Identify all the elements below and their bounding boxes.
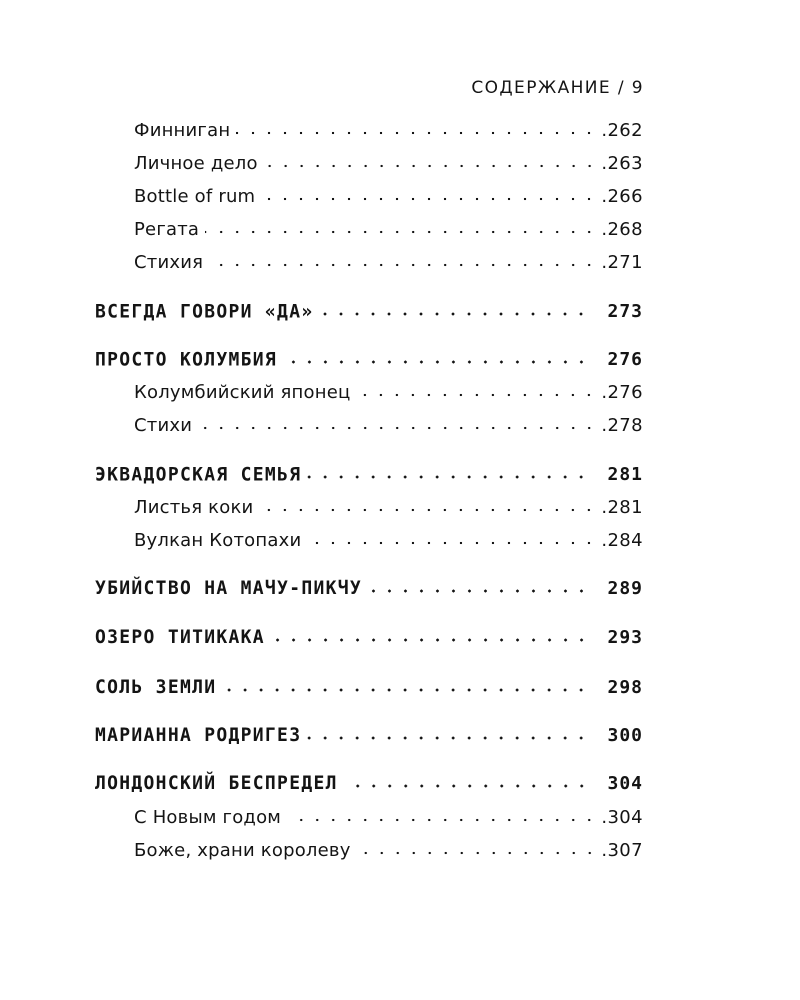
- toc-entry-title: Стихи: [134, 415, 193, 436]
- toc-entry-page: . 263: [601, 151, 643, 177]
- toc-entry-page: 293: [607, 627, 643, 648]
- dot-leader: [283, 360, 589, 364]
- toc-entry-title: Личное дело: [134, 153, 258, 174]
- toc-entry-title: ВСЕГДА ГОВОРИ «ДА»: [95, 300, 314, 323]
- toc-entry-title: ПРОСТО КОЛУМБИЯ: [95, 348, 278, 371]
- toc-entry-subsection: [95, 838, 643, 864]
- dot-leader: [319, 312, 589, 316]
- toc-entry-title: Стихия: [134, 252, 204, 273]
- toc-entry-title: Колумбийский японец: [134, 382, 351, 403]
- toc-entry-title: МАРИАННА РОДРИГЕЗ: [95, 724, 302, 747]
- toc-entry-subsection: [95, 380, 643, 406]
- toc-entry-subsection: [95, 217, 643, 243]
- toc-entry-subsection: [95, 151, 643, 177]
- toc-entry-title: ЛОНДОНСКИЙ БЕСПРЕДЕЛ: [95, 772, 338, 795]
- dot-leader: [287, 818, 597, 822]
- toc-entry-page: . 271: [601, 250, 643, 276]
- toc-entry-page: 300: [607, 725, 643, 746]
- toc-entry-page: . 307: [601, 838, 643, 864]
- toc-entry-page: . 284: [601, 528, 643, 554]
- toc-entry-page: 304: [607, 773, 643, 794]
- dot-leader: [205, 230, 597, 234]
- dot-leader: [368, 589, 589, 593]
- toc-entry-subsection: [95, 805, 643, 831]
- dot-leader: [307, 736, 589, 740]
- toc-entry-page: 298: [607, 677, 643, 698]
- toc-entry-chapter: [95, 675, 643, 701]
- toc-entry-page: 289: [607, 578, 643, 599]
- table-of-contents: [95, 0, 643, 1000]
- toc-entry-subsection: [95, 184, 643, 210]
- dot-leader: [357, 851, 598, 855]
- toc-entry-page: . 262: [601, 118, 643, 144]
- toc-entry-chapter: [95, 347, 643, 373]
- toc-entry-subsection: [95, 495, 643, 521]
- dot-leader: [259, 508, 597, 512]
- toc-entry-page: 281: [607, 464, 643, 485]
- toc-entry-chapter: [95, 462, 643, 488]
- dot-leader: [271, 638, 590, 642]
- toc-entry-page: . 281: [601, 495, 643, 521]
- toc-entry-chapter: [95, 723, 643, 749]
- toc-entry-page: 276: [607, 349, 643, 370]
- toc-entry-chapter: [95, 299, 643, 325]
- dot-leader: [264, 164, 598, 168]
- dot-leader: [222, 688, 589, 692]
- dot-leader: [261, 197, 597, 201]
- toc-entry-page: . 268: [601, 217, 643, 243]
- toc-entry-title: УБИЙСТВО НА МАЧУ-ПИКЧУ: [95, 577, 363, 600]
- dot-leader: [356, 393, 597, 397]
- toc-entry-chapter: [95, 576, 643, 602]
- toc-entry-title: ОЗЕРО ТИТИКАКА: [95, 626, 265, 649]
- dot-leader: [236, 131, 597, 135]
- toc-entry-title: ЭКВАДОРСКАЯ СЕМЬЯ: [95, 463, 302, 486]
- toc-entry-chapter: [95, 771, 643, 797]
- toc-entry-title: СОЛЬ ЗЕМЛИ: [95, 676, 217, 699]
- toc-entry-subsection: [95, 250, 643, 276]
- toc-entry-chapter: [95, 625, 643, 651]
- toc-entry-title: Листья коки: [134, 497, 254, 518]
- dot-leader: [198, 426, 597, 430]
- toc-entry-title: Bottle of rum: [134, 186, 256, 207]
- toc-entry-title: Боже, храни королеву: [134, 840, 351, 861]
- dot-leader: [307, 475, 589, 479]
- dot-leader: [344, 784, 590, 788]
- running-head: СОДЕРЖАНИЕ / 9: [471, 78, 644, 98]
- toc-entry-title: Вулкан Котопахи: [134, 530, 302, 551]
- toc-entry-page: . 266: [601, 184, 643, 210]
- toc-entry-subsection: [95, 118, 643, 144]
- toc-entry-subsection: [95, 528, 643, 554]
- toc-entry-page: . 278: [601, 413, 643, 439]
- dot-leader: [209, 263, 597, 267]
- toc-entry-page: . 304: [601, 805, 643, 831]
- toc-entry-title: Регата: [134, 219, 200, 240]
- toc-entry-page: 273: [607, 301, 643, 322]
- toc-entry-title: С Новым годом: [134, 807, 282, 828]
- toc-entry-title: Финниган: [134, 120, 231, 141]
- toc-entry-subsection: [95, 413, 643, 439]
- toc-entry-page: . 276: [601, 380, 643, 406]
- dot-leader: [307, 541, 597, 545]
